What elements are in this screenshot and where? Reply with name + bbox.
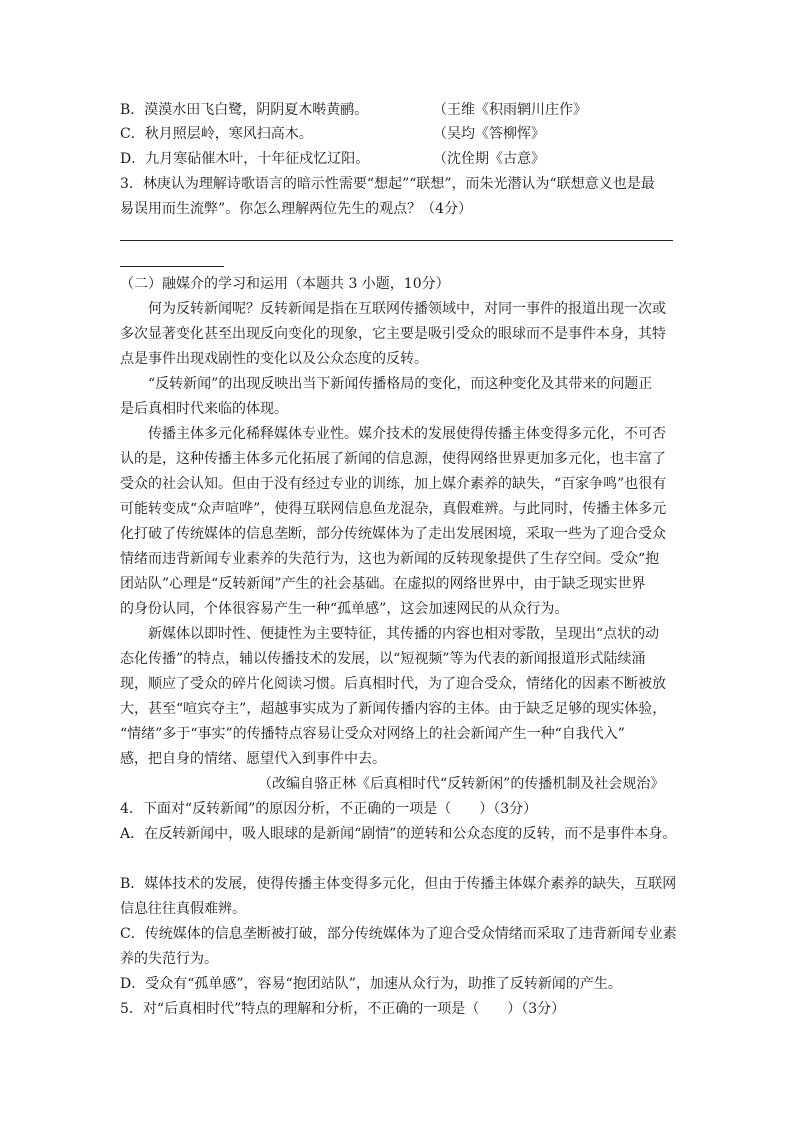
q4-option-c-line-2: 养的失范行为。 <box>120 951 218 967</box>
q4-option-b-line-1: B．媒体技术的发展，使得传播主体变得多元化，但由于传播主体媒介素养的缺失，互联网 <box>120 876 677 892</box>
article-line: 感，把自身的情绪、愿望代入到事件中去。 <box>120 751 386 767</box>
article-line: 受众的社会认知。但由于没有经过专业的训练，加上媒介素养的缺失，“百家争鸣”也很有 <box>120 476 667 492</box>
q5-stem: 5．对“后真相时代”特点的理解和分析，不正确的一项是（ ）（3分） <box>120 1001 566 1017</box>
q3-line-2: 易误用而生流弊”。你怎么理解两位先生的观点？（4分） <box>120 201 473 217</box>
article-line: 化打破了传统媒体的信息垄断，部分传统媒体为了走出发展困境，采取一些为了迎合受众 <box>120 526 666 542</box>
article-line: 态化传播”的特点，辅以传播技术的发展，以“短视频”等为代表的新闻报道形式陆续涌 <box>120 651 646 667</box>
article-line: 传播主体多元化稀释媒体专业性。媒介技术的发展使得传播主体变得多元化，不可否 <box>148 426 666 442</box>
q4-stem: 4．下面对“反转新闻”的原因分析，不正确的一项是（ ）（3分） <box>120 801 538 817</box>
option-d-source: （沈佺期《古意》 <box>433 151 545 167</box>
article-line: 大，甚至“喧宾夺主”，超越事实成为了新闻传播内容的主体。由于缺乏足够的现实体验， <box>120 701 667 717</box>
article-line: 现，顺应了受众的碎片化阅读习惯。后真相时代，为了迎合受众，情绪化的因素不断被放 <box>120 676 666 692</box>
section-title: （二）融媒介的学习和运用（本题共 3 小题，10分） <box>120 276 450 292</box>
option-b-text: B．漠漠水田飞白鹭，阴阴夏木啭黄鹂。 <box>120 102 369 118</box>
article-citation: （改编自骆正林《后真相时代“反转新闲”的传播机制及社会规治》 <box>258 776 665 792</box>
article-line: 情绪而违背新闻专业素养的失范行为，这也为新闻的反转现象提供了生存空间。受众“抱 <box>120 551 660 567</box>
option-c-source: （吴均《答柳恽》 <box>433 126 545 142</box>
q4-option-b-line-2: 信息往往真假难辨。 <box>120 901 246 917</box>
article-line: “反转新闻”的出现反映出当下新闻传播格局的变化，而这种变化及其带来的问题正 <box>148 376 653 392</box>
article-line: 的身份认同，个体很容易产生一种“孤单感”，这会加速网民的从众行为。 <box>120 601 569 617</box>
q4-option-d: D．受众有“孤单感”，容易“抱团站队”，加速从众行为，助推了反转新闻的产生。 <box>120 976 622 992</box>
q3-line-1: 3．林庚认为理解诗歌语言的暗示性需要“想起”“联想”，而朱光潜认为“联想意义也是最 <box>120 176 655 192</box>
article-line: 可能转变成“众声喧哗”，使得互联网信息鱼龙混杂，真假难辨。与此同时，传播主体多元 <box>120 501 667 517</box>
article-line: 是后真相时代来临的体现。 <box>120 401 288 417</box>
option-b-source: （王维《积雨辋川庄作》 <box>433 102 587 118</box>
article-line: 新媒体以即时性、便捷性为主要特征，其传播的内容也相对零散，呈现出“点状的动 <box>148 626 660 642</box>
article-line: 何为反转新闻呢？反转新闻是指在互联网传播领域中，对同一事件的报道出现一次或 <box>148 301 666 317</box>
q4-option-a: A．在反转新闻中，吸人眼球的是新闻“剧情”的逆转和公众态度的反转，而不是事件本身。 <box>120 826 677 842</box>
answer-line <box>120 240 673 241</box>
article-line: 认的是，这种传播主体多元化拓展了新闻的信息源，使得网络世界更加多元化，也丰富了 <box>120 451 666 467</box>
article-line: “情绪”多于“事实”的传播特点容易让受众对网络上的社会新闻产生一种“自我代入” <box>120 726 625 742</box>
article-line: 点是事件出现戏剧性的变化以及公众态度的反转。 <box>120 351 428 367</box>
option-d-text: D．九月寒砧催木叶，十年征戍忆辽阳。 <box>120 151 370 167</box>
article-line: 团站队”心理是“反转新闻”产生的社会基础。在虚拟的网络世界中，由于缺乏现实世界 <box>120 576 646 592</box>
q4-option-c-line-1: C．传统媒体的信息垄断被打破，部分传统媒体为了迎合受众情绪而采取了违背新闻专业素 <box>120 926 677 942</box>
article-line: 多次显著变化甚至出现反向变化的现象，它主要是吸引受众的眼球而不是事件本身，其特 <box>120 326 666 342</box>
option-c-text: C．秋月照层岭，寒风扫高木。 <box>120 126 313 142</box>
answer-line-short <box>120 266 224 267</box>
